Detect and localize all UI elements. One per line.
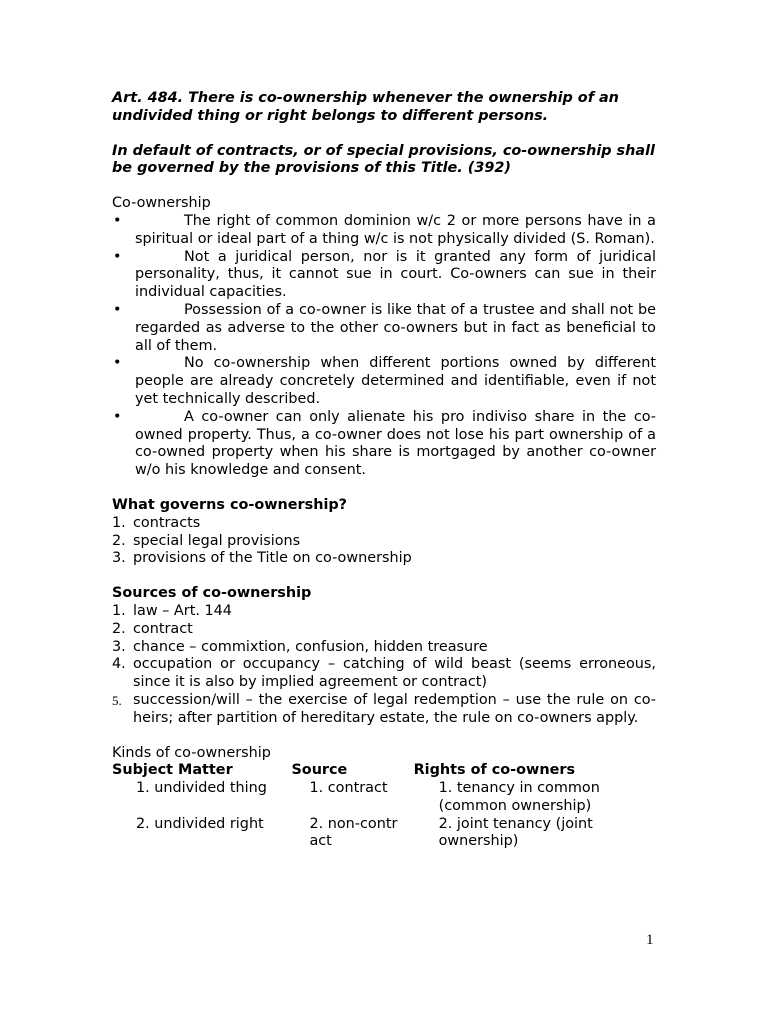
- list-item: 5. succession/will – the exercise of legal redemption – use the rule on co-heirs; after partition of hereditary estate, the rule on co-owners apply.: [112, 691, 656, 726]
- kinds-table: [112, 762, 656, 851]
- list-item: 4. occupation or occupancy – catching of wild beast (seems erroneous, since it is also by implied agreement or contract): [112, 656, 656, 691]
- coownership-bullet-list: [112, 213, 656, 480]
- bullet-text: The right of common dominion w/c 2 or more persons have in a spiritual or ideal part of a thing w/c is not physically divided (S. Roman).: [135, 212, 656, 247]
- column-header-source: Source: [291, 762, 348, 779]
- table-cell: 2. joint tenancy (joint ownership): [438, 815, 593, 850]
- list-item: 3. chance – commixtion, confusion, hidden treasure: [112, 638, 488, 655]
- table-row: [112, 780, 656, 816]
- list-item: 2. special legal provisions: [112, 532, 301, 549]
- bullet-icon: •: [113, 301, 122, 318]
- table-cell: 2. undivided right: [136, 815, 264, 832]
- bullet-text: Not a juridical person, nor is it granted any form of juridical personality, thus, it cannot sue in court. Co-owners can sue in their individual capacities.: [135, 248, 656, 301]
- sources-heading: Sources of co-ownership: [112, 585, 312, 602]
- bullet-icon: •: [113, 248, 122, 265]
- list-item: [112, 302, 656, 355]
- list-item: [112, 409, 656, 480]
- column-header-rights: Rights of co-owners: [413, 762, 576, 779]
- article-484-default-clause: In default of contracts, or of special provisions, co-ownership shall be governed by the provisions of this Title. (392): [112, 142, 655, 177]
- list-item: 1. contracts: [112, 514, 201, 531]
- list-item: [112, 249, 656, 302]
- document-page: [112, 90, 656, 851]
- article-484-text: Art. 484. There is co-ownership whenever the ownership of an undivided thing or right belongs to different persons.: [112, 90, 619, 124]
- table-cell: 1. contract: [309, 780, 388, 797]
- governs-list: [112, 515, 656, 568]
- sources-list: [112, 603, 656, 728]
- table-cell: 1. tenancy in common (common ownership): [438, 780, 600, 814]
- bullet-text: No co-ownership when different portions owned by different people are already concretely determined and identifiable, even if not yet technically described.: [135, 355, 656, 407]
- table-row: [112, 816, 656, 852]
- bullet-icon: •: [113, 212, 122, 229]
- coownership-heading: Co-ownership: [112, 195, 211, 212]
- bullet-icon: •: [113, 355, 122, 372]
- list-item: [112, 355, 656, 408]
- list-item: [112, 213, 656, 249]
- column-header-subject-matter: Subject Matter: [112, 762, 233, 779]
- table-cell: 2. non-contract: [309, 815, 398, 850]
- bullet-text: A co-owner can only alienate his pro indiviso share in the co-owned property. Thus, a co-owner does not lose his part ownership of a co-owned property when his share is mortgaged by another co-owner w/o his knowledge and consent.: [135, 408, 656, 479]
- table-header-row: [112, 762, 656, 780]
- list-item: 1. law – Art. 144: [112, 602, 232, 619]
- bullet-icon: •: [113, 408, 122, 425]
- table-cell: 1. undivided thing: [136, 780, 267, 797]
- list-item: 3. provisions of the Title on co-ownership: [112, 550, 412, 567]
- page-number: 1: [646, 932, 654, 948]
- list-item: 2. contract: [112, 620, 193, 637]
- bullet-text: Possession of a co-owner is like that of a trustee and shall not be regarded as adverse to the other co-owners but in fact as beneficial to all of them.: [135, 301, 656, 354]
- kinds-heading: Kinds of co-ownership: [112, 744, 271, 761]
- governs-heading: What governs co-ownership?: [112, 496, 348, 513]
